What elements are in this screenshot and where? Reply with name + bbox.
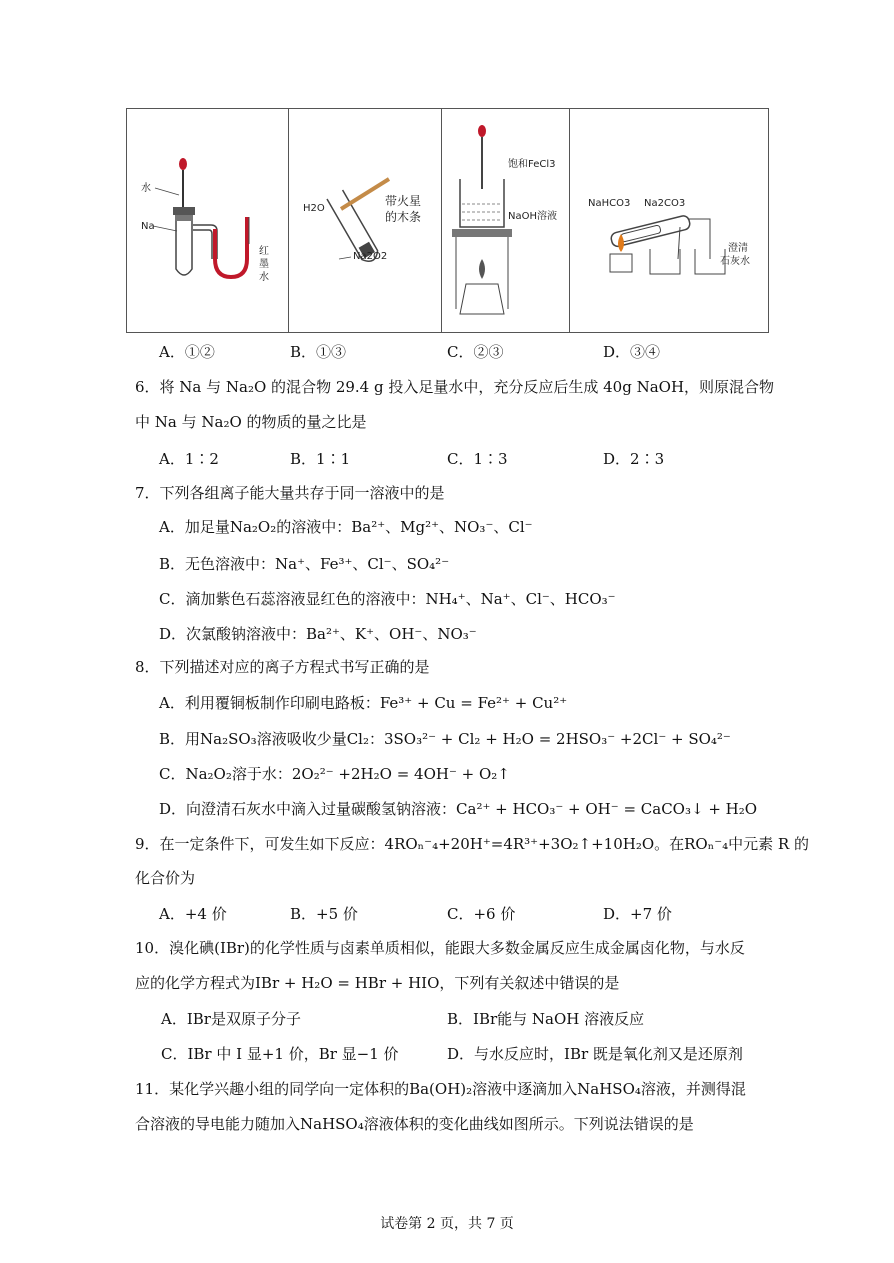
apparatus-1-cell <box>127 109 289 332</box>
q9-option-d[interactable]: D．+7 价 <box>603 905 672 923</box>
q6-stem-line2: 中 Na 与 Na₂O 的物质的量之比是 <box>135 413 367 431</box>
q9-option-b[interactable]: B．+5 价 <box>290 905 358 923</box>
q6-stem-line1: 6．将 Na 与 Na₂O 的混合物 29.4 g 投入足量水中，充分反应后生成 40g NaOH，则原混合物 <box>135 378 775 396</box>
label-nahco3: NaHCO3 <box>588 198 631 209</box>
q7-option-a[interactable]: A．加足量Na₂O₂的溶液中：Ba²⁺、Mg²⁺、NO₃⁻、Cl⁻ <box>159 518 533 536</box>
q6-option-d[interactable]: D．2∶3 <box>603 450 665 468</box>
label-stick-2: 的木条 <box>384 210 421 224</box>
label-water: 水 <box>141 183 151 194</box>
label-na2co3: Na2CO3 <box>644 198 686 209</box>
q9-stem-line2: 化合价为 <box>135 869 196 887</box>
q9-option-a[interactable]: A．+4 价 <box>159 905 227 923</box>
q5-option-b[interactable]: B．①③ <box>290 343 347 361</box>
apparatus-2-na2o2-test-tube <box>289 109 441 332</box>
label-lime-2: 石灰水 <box>720 256 751 267</box>
apparatus-3-cell <box>442 109 571 332</box>
apparatus-4-carbonate-heating <box>570 109 768 332</box>
apparatus-3-fecl3-beaker-heating <box>442 109 570 332</box>
apparatus-2-cell <box>289 109 442 332</box>
q8-option-b[interactable]: B．用Na₂SO₃溶液吸收少量Cl₂：3SO₃²⁻ + Cl₂ + H₂O = 2HSO₃⁻ +2Cl⁻ + SO₄²⁻ <box>159 730 731 748</box>
label-fecl3: 饱和FeCl3 <box>507 159 555 170</box>
q11-stem-line1: 11．某化学兴趣小组的同学向一定体积的Ba(OH)₂溶液中逐滴加入NaHSO₄溶液，并测得混 <box>135 1080 746 1098</box>
label-naoh: NaOH溶液 <box>507 211 557 222</box>
apparatus-1-na-water-u-tube <box>127 109 288 332</box>
q10-option-b[interactable]: B．IBr能与 NaOH 溶液反应 <box>447 1010 645 1028</box>
q6-option-b[interactable]: B．1∶1 <box>290 450 351 468</box>
q7-option-d[interactable]: D．次氯酸钠溶液中：Ba²⁺、K⁺、OH⁻、NO₃⁻ <box>159 625 477 643</box>
label-lime-1: 澄清 <box>728 243 749 254</box>
q10-stem-line1: 10．溴化碘(IBr)的化学性质与卤素单质相似，能跟大多数金属反应生成金属卤化物，与水反 <box>135 939 745 957</box>
apparatus-4-cell <box>570 109 768 332</box>
q10-stem-line2: 应的化学方程式为IBr + H₂O = HBr + HIO，下列有关叙述中错误的是 <box>135 974 620 992</box>
q8-stem: 8．下列描述对应的离子方程式书写正确的是 <box>135 658 430 676</box>
q6-option-a[interactable]: A．1∶2 <box>159 450 219 468</box>
label-red-ink-3: 水 <box>259 272 269 283</box>
q5-option-a[interactable]: A．①② <box>159 343 215 361</box>
q11-stem-line2: 合溶液的导电能力随加入NaHSO₄溶液体积的变化曲线如图所示。下列说法错误的是 <box>135 1115 694 1133</box>
q8-option-c[interactable]: C．Na₂O₂溶于水：2O₂²⁻ +2H₂O = 4OH⁻ + O₂↑ <box>159 765 510 783</box>
q10-option-a[interactable]: A．IBr是双原子分子 <box>161 1010 301 1028</box>
q10-option-c[interactable]: C．IBr 中 I 显+1 价，Br 显−1 价 <box>161 1045 399 1063</box>
q8-option-a[interactable]: A．利用覆铜板制作印刷电路板：Fe³⁺ + Cu = Fe²⁺ + Cu²⁺ <box>159 694 568 712</box>
label-na2o2: Na2O2 <box>352 251 387 262</box>
q7-option-b[interactable]: B．无色溶液中：Na⁺、Fe³⁺、Cl⁻、SO₄²⁻ <box>159 555 450 573</box>
label-stick-1: 带火星 <box>384 194 421 208</box>
q5-option-c[interactable]: C．②③ <box>447 343 504 361</box>
page-footer: 试卷第 2 页，共 7 页 <box>380 1216 514 1232</box>
q5-option-d[interactable]: D．③④ <box>603 343 661 361</box>
q9-option-c[interactable]: C．+6 价 <box>447 905 516 923</box>
apparatus-figure-table <box>126 108 769 333</box>
q7-option-c[interactable]: C．滴加紫色石蕊溶液显红色的溶液中：NH₄⁺、Na⁺、Cl⁻、HCO₃⁻ <box>159 590 616 608</box>
q6-option-c[interactable]: C．1∶3 <box>447 450 508 468</box>
label-h2o: H2O <box>302 203 325 214</box>
q8-option-d[interactable]: D．向澄清石灰水中滴入过量碳酸氢钠溶液：Ca²⁺ + HCO₃⁻ + OH⁻ = CaCO₃↓ + H₂O <box>159 800 758 818</box>
q9-stem-line1: 9．在一定条件下，可发生如下反应：4ROₙ⁻₄+20H⁺=4R³⁺+3O₂↑+10H₂O。在ROₙ⁻₄中元素 R 的 <box>135 835 809 853</box>
label-na: Na <box>141 221 155 232</box>
label-red-ink-1: 红 <box>259 246 269 257</box>
q10-option-d[interactable]: D．与水反应时，IBr 既是氧化剂又是还原剂 <box>447 1045 743 1063</box>
label-red-ink-2: 墨 <box>259 259 269 270</box>
q7-stem: 7．下列各组离子能大量共存于同一溶液中的是 <box>135 484 445 502</box>
